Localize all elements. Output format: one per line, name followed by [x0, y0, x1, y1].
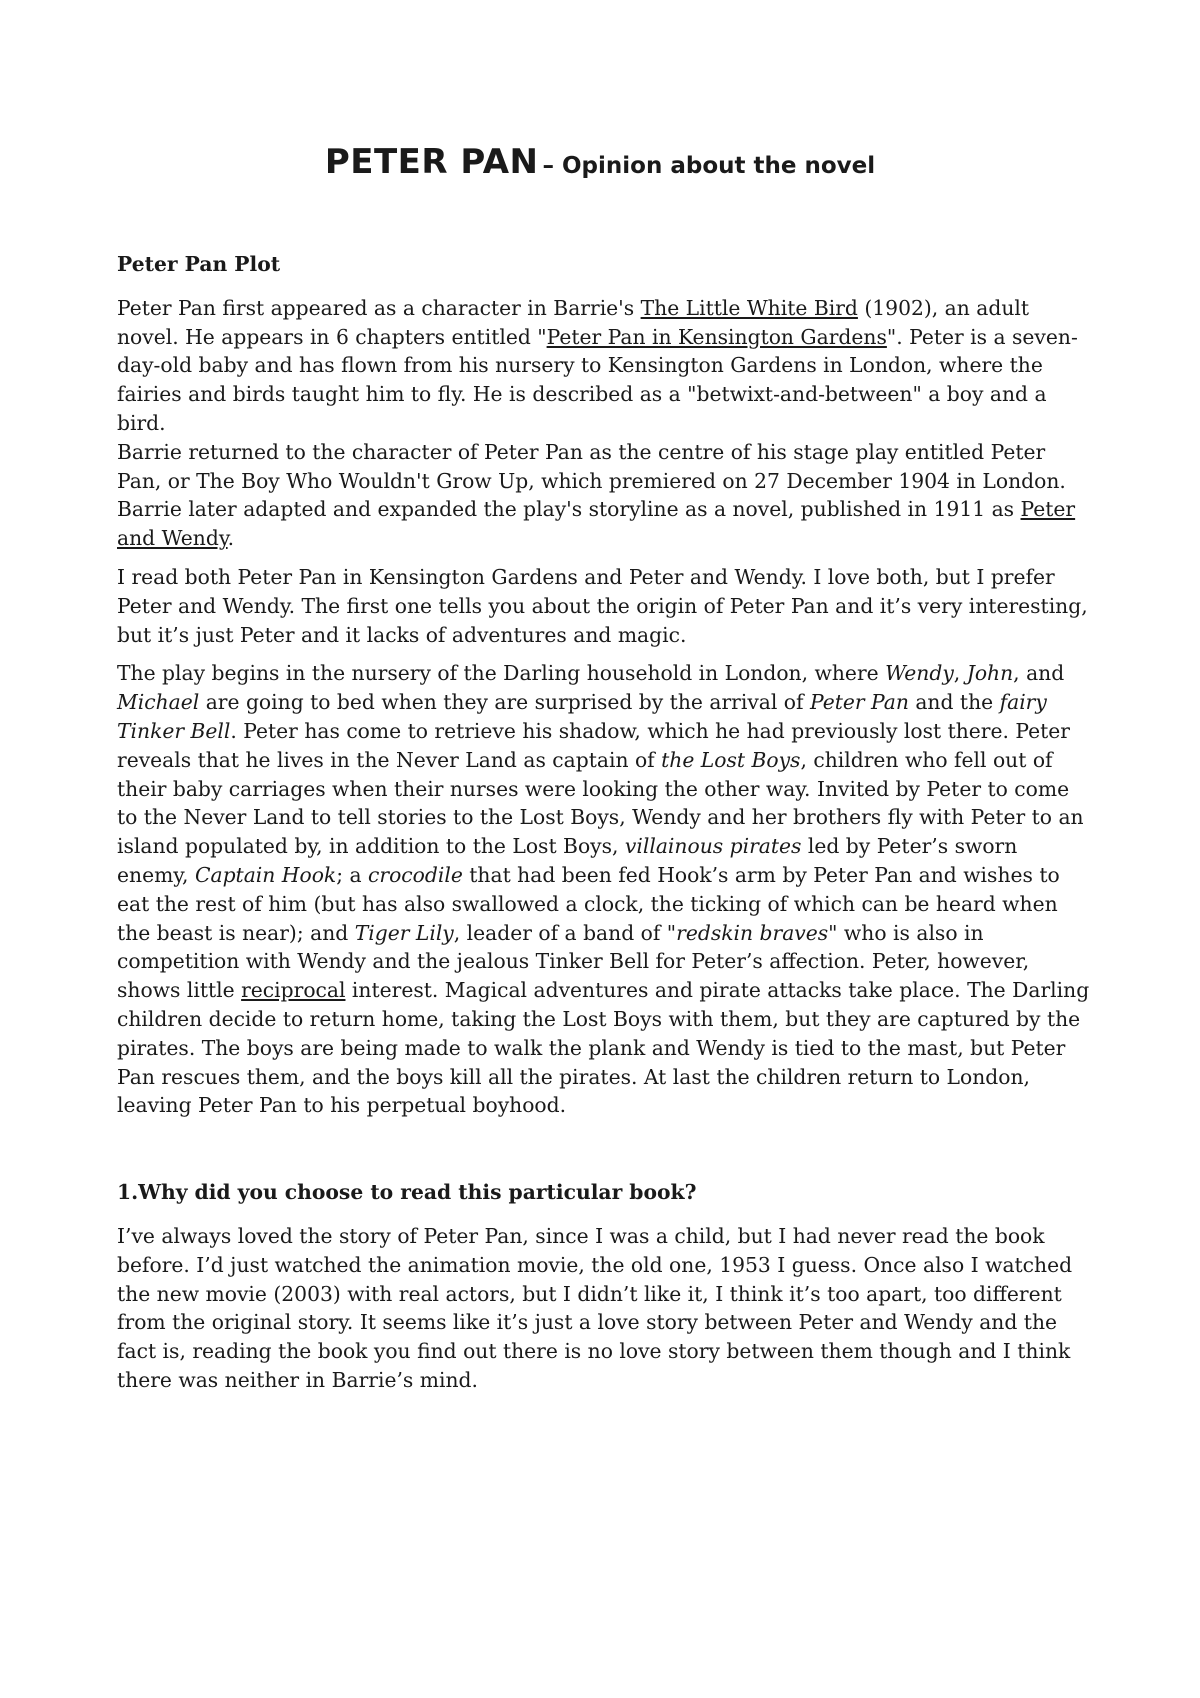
title-subtitle: – Opinion about the novel [542, 153, 876, 179]
paragraph-plot-origin [117, 294, 1092, 438]
character-michael: Michael [117, 690, 200, 715]
section-heading-plot: Peter Pan Plot [117, 252, 281, 276]
text-run: , and [1013, 661, 1065, 686]
link-peter-and-wendy[interactable]: Peter and Wendy [117, 497, 1076, 551]
paragraph-plot-play [117, 438, 1092, 553]
text-run: . Peter has come to retrieve his shadow, which he had previously lost there. Peter reveals that he lives in the Never Land as captain of [117, 718, 1070, 772]
text-run: The play begins in the nursery of the Darling household in London, where [117, 661, 886, 686]
text-run: Barrie returned to the character of Peter Pan as the centre of his stage play entitled Peter Pan, or The Boy Who Wouldn't Grow Up, which premiered on 27 December 1904 in London. Barrie later adapted and expanded the play's storyline as a novel, published in 1911 as [117, 439, 1066, 522]
text-run: , children who fell out of their baby carriages when their nurses were looking the other way. Invited by Peter to come to the Never Land to tell stories to the Lost Boys, Wendy and her brothers fly with Peter to an island populated by, in addition to the Lost Boys, [117, 747, 1084, 859]
text-run: and the [908, 690, 1000, 715]
character-redskin-braves: redskin braves [676, 920, 829, 945]
character-crocodile: crocodile [368, 862, 463, 887]
character-captain-hook: Captain Hook [194, 862, 337, 887]
character-wendy: Wendy [885, 661, 954, 686]
paragraph-reading-opinion: I read both Peter Pan in Kensington Gardens and Peter and Wendy. I love both, but I prefer Peter and Wendy. The first one tells you about the origin of Peter Pan and it’s very interesting, but it’s just Peter and it lacks of adventures and magic. [117, 564, 1088, 647]
title-main: PETER PAN [324, 142, 539, 182]
text-run: led by Peter’s sworn enemy, [117, 834, 1018, 887]
link-little-white-bird[interactable]: The Little White Bird [640, 295, 858, 320]
text-run: interest. Magical adventures and pirate attacks take place. The Darling children decide to return home, taking the Lost Boys with them, but they are captured by the pirates. The boys are being made to walk the plank and Wendy is tied to the mast, but Peter Pan rescues them, and the boys kill all the pirates. At last the children return to London, leaving Peter Pan to his perpetual boyhood. [117, 978, 1090, 1118]
text-run: Peter Pan first appeared as a character in Barrie's [117, 295, 641, 320]
text-run: " who is also in competition with Wendy and the jealous Tinker Bell for Peter’s affection. Peter, however, shows little [117, 920, 1030, 1003]
paragraph-plot-summary [117, 659, 1092, 1120]
character-pirates: villainous pirates [624, 834, 802, 859]
character-lost-boys: the Lost Boys [661, 747, 801, 772]
text-run: , [953, 661, 967, 686]
text-run: that had been fed Hook’s arm by Peter Pan and wishes to eat the rest of him (but has also swallowed a clock, the ticking of which can be heard when the beast is near); and [117, 862, 1060, 945]
character-tinker-bell: fairy Tinker Bell [117, 690, 1047, 743]
page-title [0, 142, 1200, 182]
link-reciprocal[interactable]: reciprocal [241, 978, 346, 1003]
character-john: John [966, 661, 1014, 686]
section-heading-question-1: 1.Why did you choose to read this particular book? [117, 1180, 697, 1205]
paragraph-answer-1: I’ve always loved the story of Peter Pan, since I was a child, but I had never read the book before. I’d just watched the animation movie, the old one, 1953 I guess. Once also I watched the new movie (2003) with real actors, but I didn’t like it, I think it’s too apart, too different from the original story. It seems like it’s just a love story between Peter and Wendy and the fact is, reading the book you find out there is no love story between them though and I think there was neither in Barrie’s mind. [117, 1223, 1073, 1392]
character-tiger-lily: Tiger Lily [354, 920, 454, 945]
text-run: ". Peter is a seven-day-old baby and has flown from his nursery to Kensington Gardens in London, where the fairies and birds taught him to fly. He is described as a "betwixt-and-between" a boy and a bird. [117, 324, 1078, 435]
text-run: ; a [336, 862, 369, 887]
character-peter-pan: Peter Pan [809, 690, 909, 715]
text-run: are going to bed when they are surprised by the arrival of [199, 690, 810, 715]
text-run: (1902), an adult novel. He appears in 6 chapters entitled " [117, 295, 1030, 349]
document-body [117, 250, 1092, 1395]
link-kensington-gardens[interactable]: Peter Pan in Kensington Gardens [546, 324, 887, 349]
text-run: , leader of a band of " [453, 920, 677, 945]
text-run: . [227, 526, 235, 551]
